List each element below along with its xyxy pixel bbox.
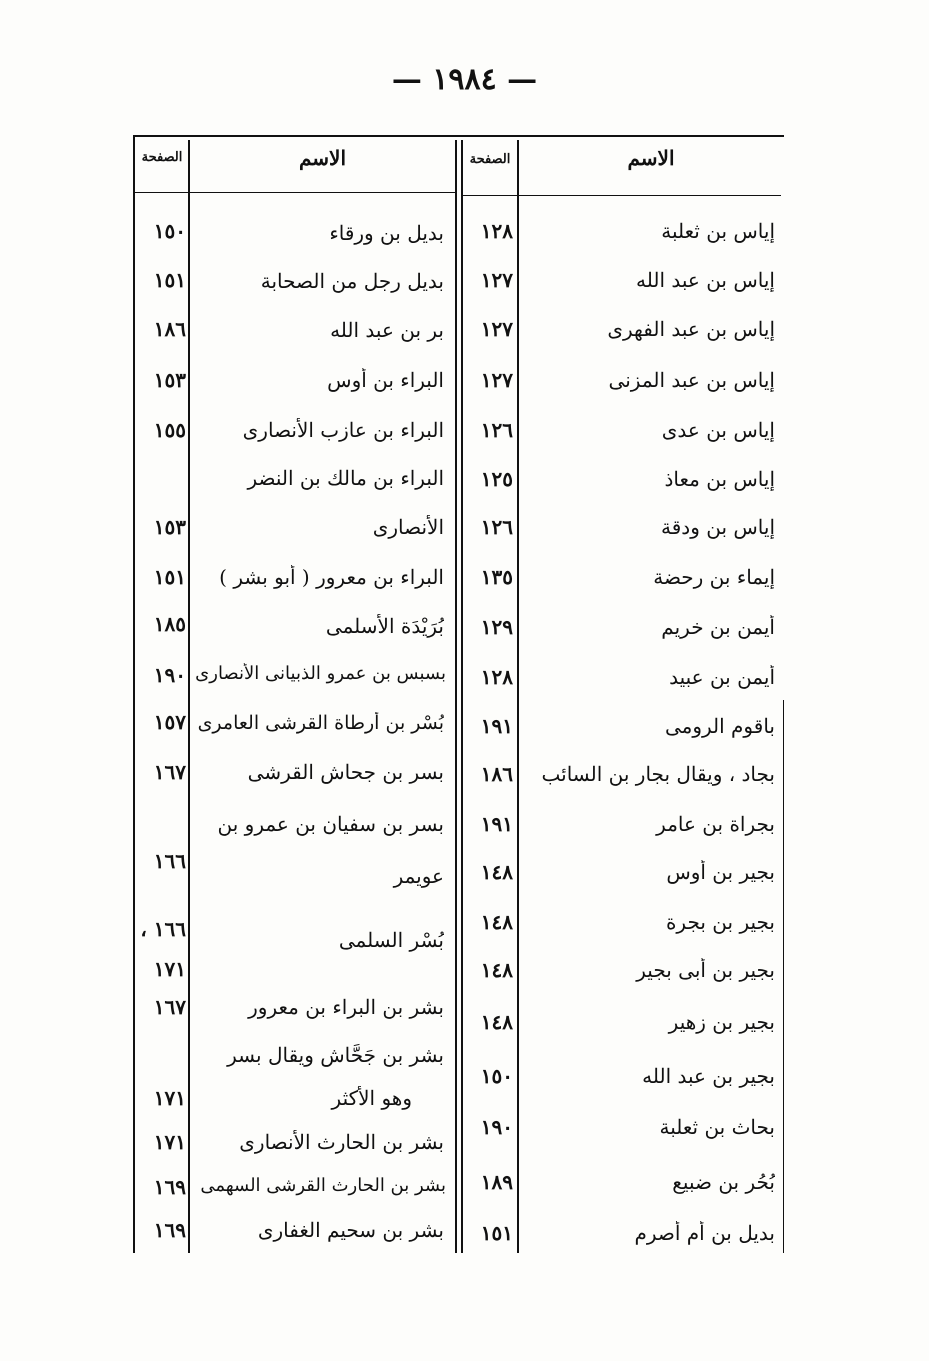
index-entry-page: ١٥٣: [153, 368, 186, 392]
index-entry-page: ١٦٩: [153, 1218, 186, 1242]
index-entry-page: ١٢٧: [480, 368, 513, 392]
index-entry-page: ١٩١: [480, 812, 513, 836]
index-entry-name: البراء بن مالك بن النضر: [247, 466, 444, 490]
index-entry-page: ١٢٥: [480, 467, 513, 491]
index-entry-page: ١٤٨: [480, 860, 513, 884]
index-entry-page: ١٢٦: [480, 418, 513, 442]
right-page-header: الصفحة: [469, 152, 511, 167]
index-entry-name: بجير بن زهير: [668, 1010, 775, 1034]
index-entry-name: بر بن عبد الله: [330, 318, 444, 342]
index-entry-page: ١٢٧: [480, 317, 513, 341]
index-entry-page: ١٨٦: [480, 762, 513, 786]
index-entry-name: بديل بن ورقاء: [329, 221, 444, 245]
index-entry-name: بديل بن أم أصرم: [634, 1221, 775, 1245]
index-entry-name: إيماء بن رحضة: [653, 565, 775, 589]
index-entry-name: إياس بن عدى: [661, 418, 775, 442]
index-entry-name: بجير بن أبى بجير: [636, 958, 775, 982]
index-entry-name: بُسْر السلمى: [338, 928, 444, 952]
center-divider-a: [455, 140, 457, 1253]
index-entry-name: بديل رجل من الصحابة: [260, 269, 444, 293]
index-entry-name: باقوم الرومى: [664, 714, 775, 738]
index-entry-page: ١٨٥: [153, 612, 186, 636]
index-entry-name: بجير بن عبد الله: [642, 1064, 775, 1088]
index-entry-name: البراء بن معرور ( أبو بشر ): [219, 565, 444, 589]
index-entry-page: ١٨٩: [480, 1170, 513, 1194]
index-entry-page: ١٦٩: [153, 1175, 186, 1199]
index-entry-name: بشر بن الحارث الأنصارى: [239, 1130, 444, 1154]
index-entry-page: ١٤٨: [480, 910, 513, 934]
index-entry-name: بجاد ، ويقال بجار بن السائب: [541, 762, 775, 786]
index-entry-name: بسبس بن عمرو الذبيانى الأنصارى: [195, 663, 446, 684]
index-entry-name: الأنصارى: [372, 515, 444, 539]
index-entry-name: بشر بن البراء بن معرور: [248, 995, 444, 1019]
index-entry-page: ١٩١: [480, 714, 513, 738]
index-entry-name: أيمن بن عبيد: [669, 665, 775, 689]
index-entry-page: ١٢٦: [480, 515, 513, 539]
index-entry-page: ١٧١: [153, 1130, 186, 1154]
index-entry-page: ١٥٠: [153, 219, 186, 243]
index-entry-page: ١٤٨: [480, 958, 513, 982]
index-entry-name: البراء بن عازب الأنصارى: [242, 418, 444, 442]
index-entry-page: ١٢٩: [480, 615, 513, 639]
index-entry-name: بشر بن سحيم الغفارى: [257, 1218, 444, 1242]
index-entry-page: ١٩٠: [480, 1115, 513, 1139]
index-entry-page: ١٤٨: [480, 1010, 513, 1034]
index-entry-page: ١٥٧: [153, 710, 186, 734]
left-page-divider: [188, 140, 190, 1253]
index-entry-name: عويمر: [393, 864, 444, 888]
right-outer-border: [783, 700, 784, 1253]
index-entry-page: ١٥١: [153, 268, 186, 292]
index-entry-name: بشر بن جَحَّاش ويقال بسر: [227, 1043, 444, 1067]
index-entry-name: بشر بن الحارث القرشى السهمى: [200, 1175, 446, 1196]
index-entry-page: ١٥٣: [153, 515, 186, 539]
index-entry-name: إياس بن معاذ: [664, 467, 775, 491]
index-entry-name: بجير بن أوس: [666, 860, 775, 884]
index-entry-name: إياس بن عبد الله: [636, 268, 775, 292]
index-entry-page: ١٥٠: [480, 1064, 513, 1088]
index-entry-name: بُسْر بن أرطاة القرشى العامرى: [197, 712, 444, 734]
index-entry-name: بسر بن جحاش القرشى: [247, 760, 444, 784]
index-entry-page: ١٢٨: [480, 665, 513, 689]
index-entry-page: ١٦٧: [153, 995, 186, 1019]
index-entry-name: البراء بن أوس: [327, 368, 444, 392]
index-entry-name: إياس بن عبد الفهرى: [607, 317, 775, 341]
index-entry-page: ١٥٥: [153, 418, 186, 442]
right-page-divider: [517, 140, 519, 1253]
index-entry-name: بُحُر بن ضبيع: [672, 1170, 775, 1194]
index-entry-page: ١٦٦ ،: [140, 917, 186, 941]
index-entry-name: وهو الأكثر: [331, 1086, 412, 1110]
index-entry-name: بحاث بن ثعلبة: [659, 1115, 775, 1139]
index-entry-page: ١٥١: [153, 565, 186, 589]
right-name-header: الاسم: [627, 146, 675, 170]
index-entry-page: ١٦٧: [153, 760, 186, 784]
index-entry-name: أيمن بن خريم: [661, 615, 775, 639]
index-entry-name: بُرَيْدَة الأسلمى: [325, 614, 444, 638]
table-top-rule: [133, 135, 784, 137]
index-entry-page: ١٢٧: [480, 268, 513, 292]
index-entry-page: ١٥١: [480, 1221, 513, 1245]
index-entry-name: إياس بن عبد المزنى: [608, 368, 775, 392]
left-outer-border: [133, 135, 135, 1253]
index-entry-page: ١٢٨: [480, 219, 513, 243]
index-entry-page: ١٩٠: [153, 663, 186, 687]
index-entry-page: ١٦٦: [153, 849, 186, 873]
index-entry-name: بجير بن بجرة: [665, 910, 775, 934]
index-entry-page: ١٧١: [153, 1086, 186, 1110]
index-entry-page: ١٧١: [153, 957, 186, 981]
left-page-header: الصفحة: [141, 150, 183, 165]
left-name-header: الاسم: [298, 146, 347, 170]
index-entry-name: إياس بن ودقة: [661, 515, 775, 539]
index-entry-name: بسر بن سفيان بن عمرو بن: [217, 812, 444, 836]
index-entry-name: بجراة بن عامر: [656, 812, 775, 836]
header-rule-right: [463, 195, 781, 196]
index-entry-page: ١٨٦: [153, 317, 186, 341]
index-entry-name: إياس بن ثعلبة: [661, 219, 775, 243]
page-number: — ١٩٨٤ —: [391, 62, 538, 97]
index-entry-page: ١٣٥: [480, 565, 513, 589]
header-rule-left: [135, 192, 455, 193]
